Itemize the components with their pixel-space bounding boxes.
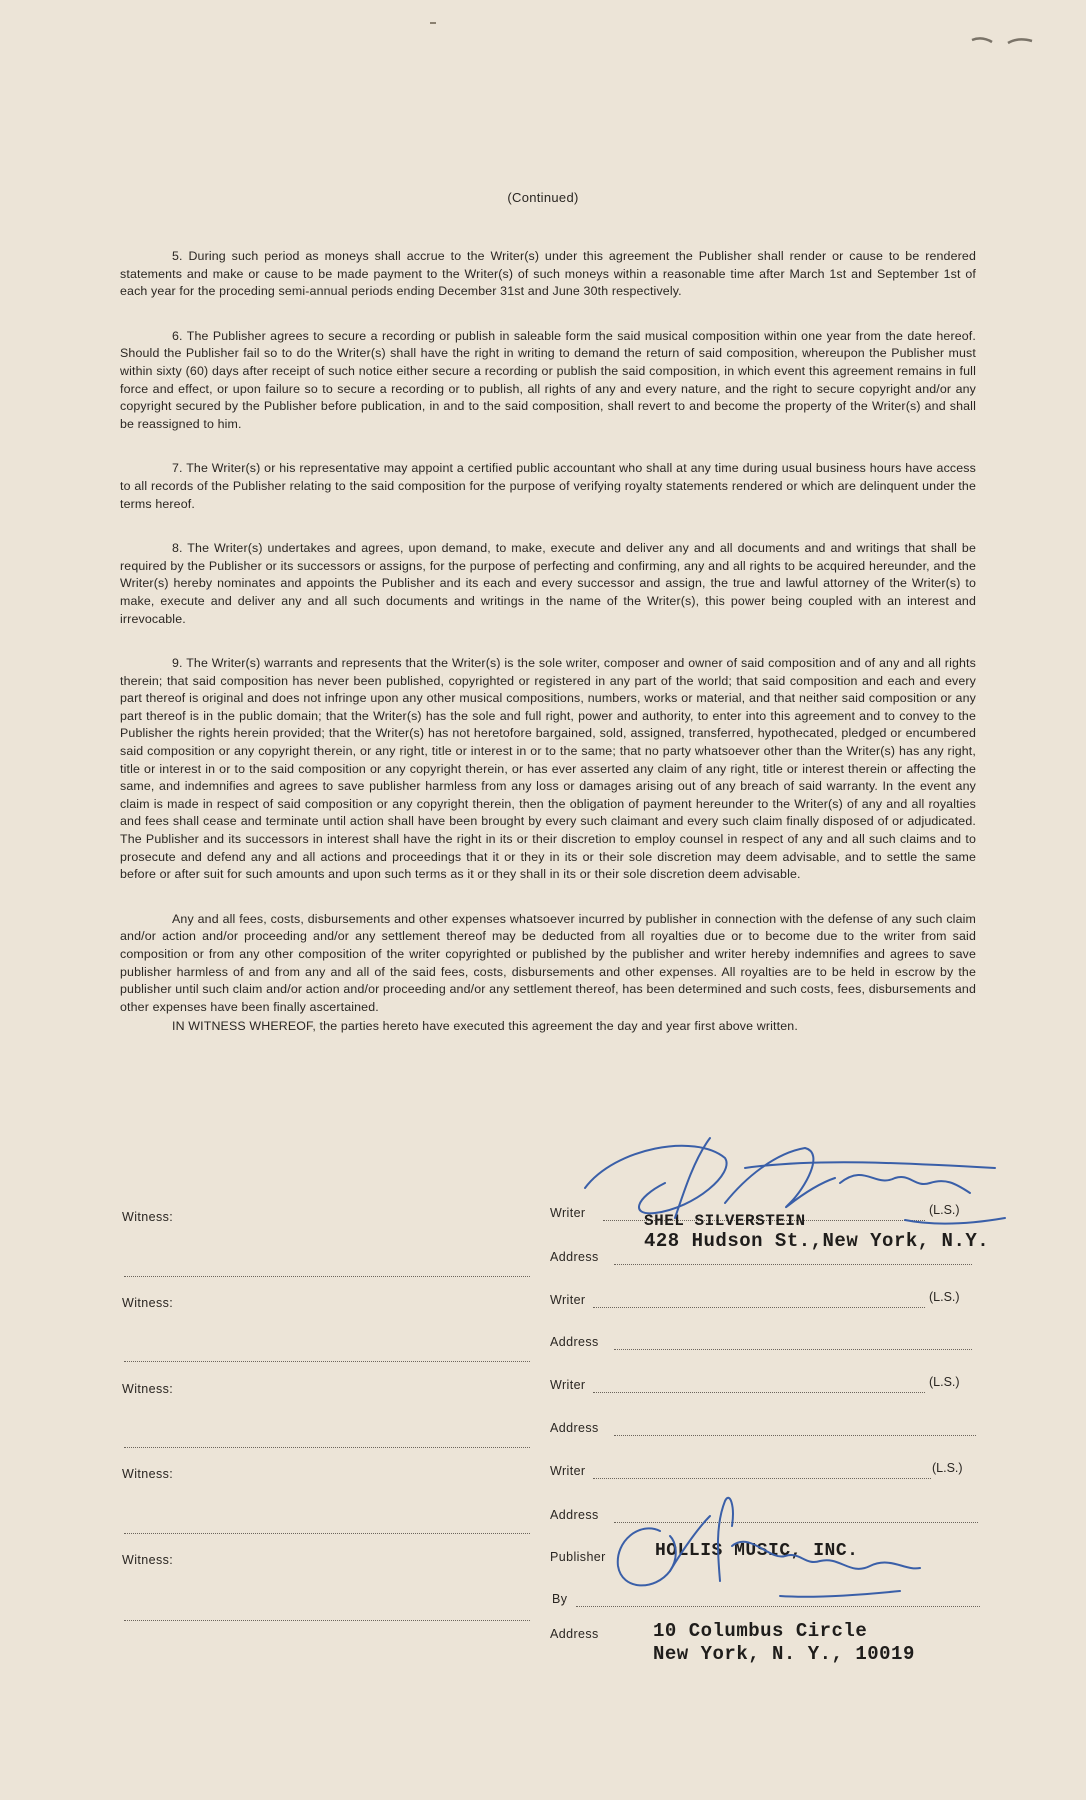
address-line-1 [614, 1264, 972, 1265]
witness-label-3: Witness: [122, 1382, 174, 1396]
clause-7: 7. The Writer(s) or his representative may appoint a certified public accountant who shall at any time during usual business hours have access to all records of the Publisher relating to the said composition for the purpose of verifying royalty statements rendered or which are delinquent under the terms hereof. [120, 461, 976, 511]
writer-label-3: Writer [550, 1378, 586, 1392]
publisher-address-line-2: New York, N. Y., 10019 [653, 1643, 915, 1665]
clause-8: 8. The Writer(s) undertakes and agrees, upon demand, to make, execute and deliver any and all documents and and writings that shall be required by the Publisher or its successors or assigns, for the purpose of perfecting and confirming, any and all rights to be acquired hereunder, and the Writer(s) hereby nominates and appoints the Publisher and its each and every successor and assign, the true and lawful attorney of the Writer(s) to make, execute and deliver any and all such documents and writings in the name of the Writer(s), this power being coupled with an interest and irrevocable. [120, 541, 976, 626]
witness-label-5: Witness: [122, 1553, 174, 1567]
fees-clause: Any and all fees, costs, disbursements and other expenses whatsoever incurred by publisher in connection with the defense of any such claim and/or action and/or proceeding and/or any settlement thereof may be deducted from all royalties due or to become due to the writer from said composition or from any other composition of the writer copyrighted or published by the publisher and writer hereby indemnifies and agrees to save publisher harmless of and from any and all of the said fees, costs, disbursements and other expenses. All royalties are to be held in escrow by the publisher until such claim and/or action and/or proceeding and/or any settlement thereof, has been determined and such costs, fees, disbursements and other expenses have been finally ascertained. [120, 911, 976, 1014]
agreement-body [120, 248, 976, 1036]
paper-mark [430, 22, 436, 24]
writer-label-4: Writer [550, 1464, 586, 1478]
ls-label-2: (L.S.) [929, 1290, 960, 1304]
address-line-3 [614, 1435, 976, 1436]
witness-clause: IN WITNESS WHEREOF, the parties hereto have executed this agreement the day and year first above written. [172, 1019, 798, 1034]
writer-line-2 [593, 1307, 925, 1308]
address-label-publisher: Address [550, 1627, 599, 1641]
writer-name: SHEL SILVERSTEIN [644, 1212, 806, 1230]
staple-icon [968, 34, 1038, 48]
witness-line-2 [124, 1361, 530, 1362]
witness-label-2: Witness: [122, 1296, 174, 1310]
writer-line-4 [593, 1478, 931, 1479]
publisher-signature [600, 1486, 930, 1616]
ls-label-1: (L.S.) [929, 1203, 960, 1217]
address-line-2 [614, 1349, 972, 1350]
by-label: By [552, 1592, 568, 1606]
ls-label-4: (L.S.) [932, 1461, 963, 1475]
address-label-4: Address [550, 1508, 599, 1522]
witness-line-3 [124, 1447, 530, 1448]
writer-label-1: Writer [550, 1206, 586, 1220]
ls-label-3: (L.S.) [929, 1375, 960, 1389]
writer-address: 428 Hudson St.,New York, N.Y. [644, 1230, 990, 1252]
clause-9: 9. The Writer(s) warrants and represents that the Writer(s) is the sole writer, composer and owner of said composition and of any and all rights therein; that said composition has never been published, copyrighted or registered in any part of the world; that said composition and each and every part thereof is original and does not infringe upon any other musical compositions, numbers, works or material, and that neither said composition or any part thereof is in the public domain; that the Writer(s) has the sole and full right, power and authority, to enter into this agreement and to convey to the Publisher the rights herein provided; that the Writer(s) has not heretofore bargained, sold, assigned, transferred, hypothecated, pledged or encumbered said composition or any copyright therein, or any right, title or interest in or to the same; that no party whatsoever other than the Writer(s) has any right, title or interest in or to the said composition or any copyright therein, or has ever asserted any claim of any right, title or interest therein or affecting the same, and indemnifies and agrees to save publisher harmless from any loss or damages arising out of any breach of said warranty. In the event any claim is made in respect of said composition or any copyright therein, then the obligation of payment hereunder to the Writer(s) of any and all royalties and fees shall cease and terminate until action shall have been brought by every such claimant and every such claim finally disposed of or adjudicated. The Publisher and its successors in interest shall have the right in its or their discretion to employ counsel in respect of any and all such claims and to prosecute and defend any and all actions and proceedings that it or they in its or their sole discretion may deem advisable, and to settle the same before or after suit for such amounts and upon such terms as it or they shall in its or their sole discretion deem advisable. [120, 656, 976, 882]
publisher-name: HOLLIS MUSIC, INC. [655, 1541, 859, 1561]
witness-line-5 [124, 1620, 530, 1621]
witness-line-4 [124, 1533, 530, 1534]
witness-line-1 [124, 1276, 530, 1277]
writer-line-3 [593, 1392, 925, 1393]
address-label-2: Address [550, 1335, 599, 1349]
witness-label-1: Witness: [122, 1210, 174, 1224]
address-label-3: Address [550, 1421, 599, 1435]
witness-label-4: Witness: [122, 1467, 174, 1481]
address-label-1: Address [550, 1250, 599, 1264]
writer-label-2: Writer [550, 1293, 586, 1307]
publisher-label: Publisher [550, 1550, 606, 1564]
clause-6: 6. The Publisher agrees to secure a recording or publish in saleable form the said musical composition within one year from the date hereof. Should the Publisher fail so to do the Writer(s) shall have the right in writing to demand the return of said composition, whereupon the Publisher must within sixty (60) days after receipt of such notice either secure a recording or publish the said composition, in which event this agreement remains in full force and effect, or upon failure so to secure a recording or to publish, all rights of any and every nature, and the right to secure copyright and/or any copyright secured by the Publisher before publication, in and to the said composition, shall revert to and become the property of the Writer(s) and shall be reassigned to him. [120, 328, 976, 431]
continued-heading: (Continued) [507, 190, 579, 205]
publisher-address-line-1: 10 Columbus Circle [653, 1620, 868, 1642]
clause-5: 5. During such period as moneys shall accrue to the Writer(s) under this agreement the Publisher shall render or cause to be rendered statements and make or cause to be made payment to the Writer(s) of such moneys within a reasonable time after March 1st and September 1st of each year for the proceding semi-annual periods ending December 31st and June 30th respectively. [120, 249, 976, 299]
writer-signature [575, 1128, 1015, 1238]
